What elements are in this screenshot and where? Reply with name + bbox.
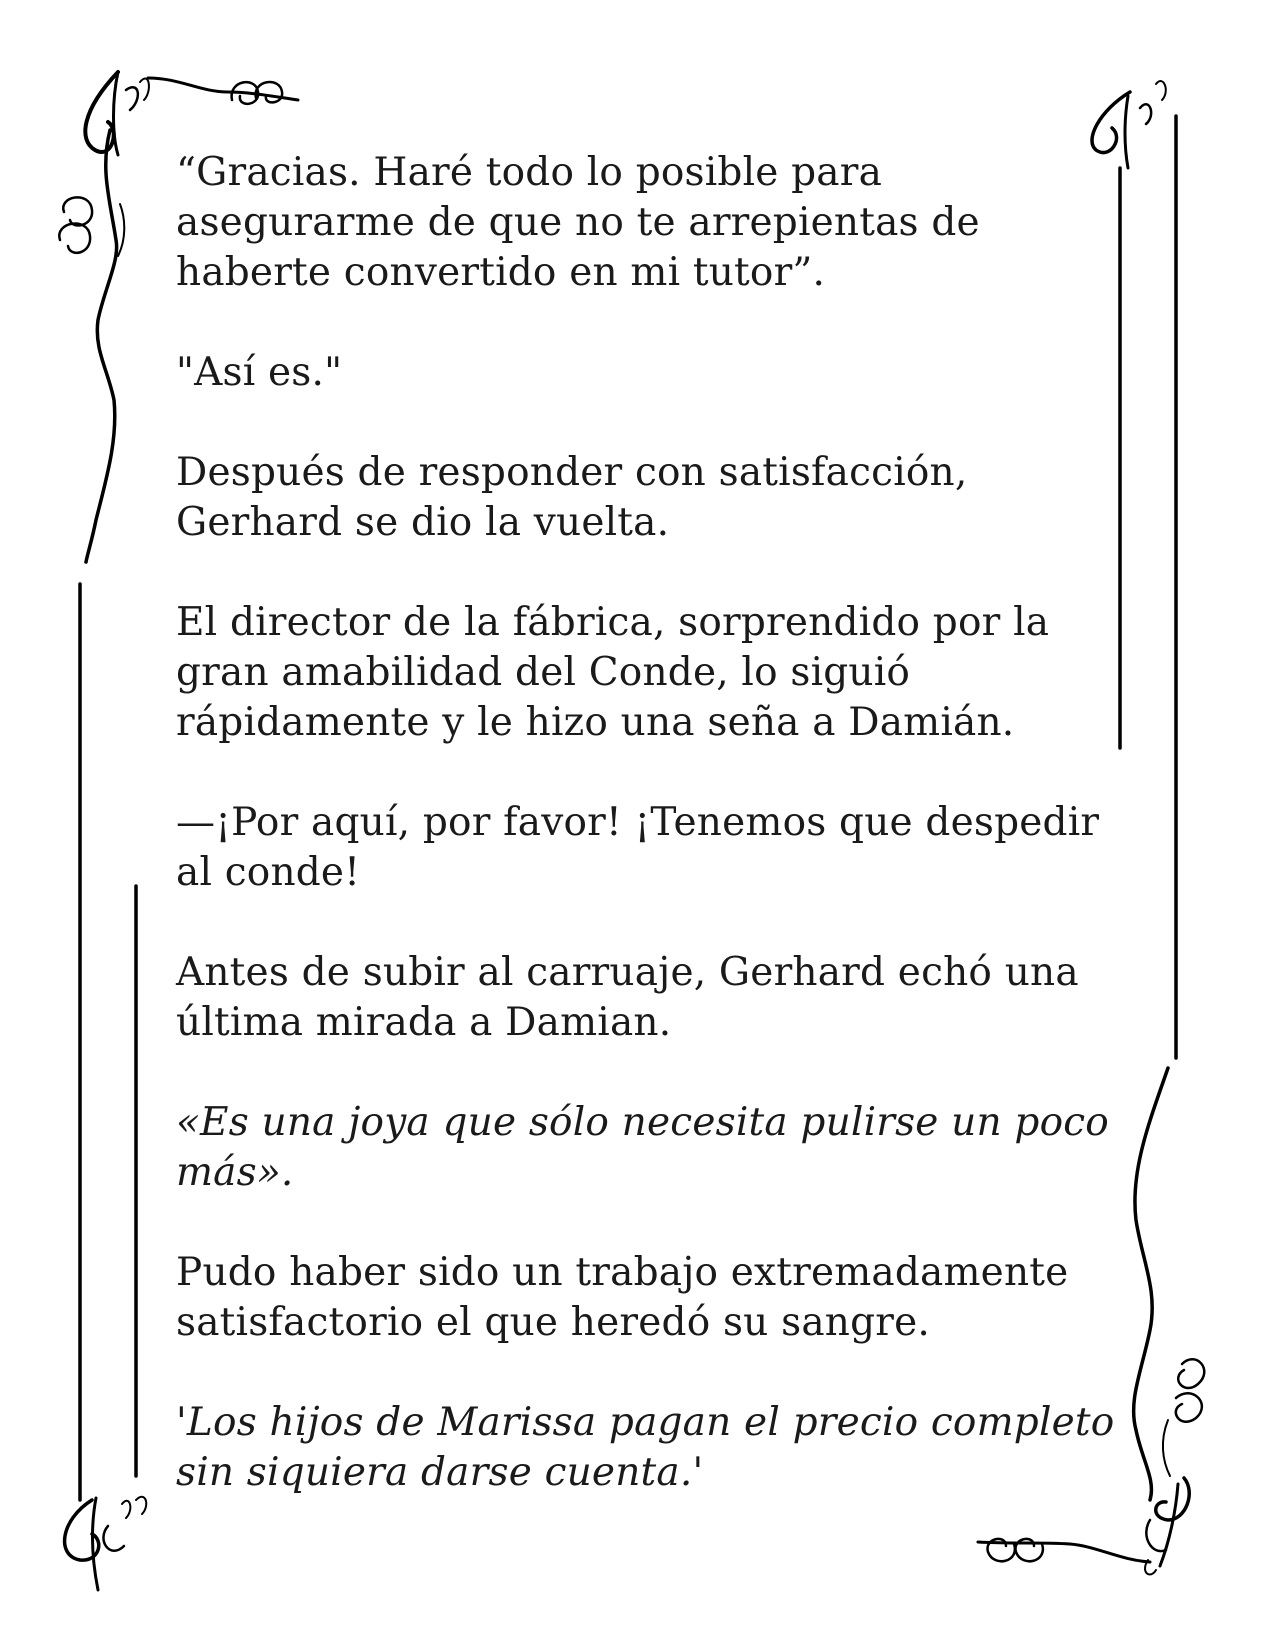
paragraph-5: —¡Por aquí, por favor! ¡Tenemos que despedir al conde! [176,800,1100,895]
body-text [176,148,1116,1548]
paragraph-6: Antes de subir al carruaje, Gerhard echó una última mirada a Damian. [176,950,1079,1045]
paragraph-8: Pudo haber sido un trabajo extremadamente satisfactorio el que heredó su sangre. [176,1250,1069,1345]
paragraph-3: Después de responder con satisfacción, Gerhard se dio la vuelta. [176,450,968,545]
paragraph-1: “Gracias. Haré todo lo posible para asegurarme de que no te arrepientas de haberte convertido en mi tutor”. [176,150,980,295]
paragraph-7-italic-thought: «Es una joya que sólo necesita pulirse un poco más». [176,1100,1109,1195]
paragraph-4: El director de la fábrica, sorprendido por la gran amabilidad del Conde, lo siguió rápidamente y le hizo una seña a Damián. [176,600,1050,745]
bottom-left-flourish-icon [65,1497,147,1590]
paragraph-9-italic-thought: 'Los hijos de Marissa pagan el precio completo sin siquiera darse cuenta.' [176,1400,1115,1495]
paragraph-2: "Así es." [176,350,343,395]
